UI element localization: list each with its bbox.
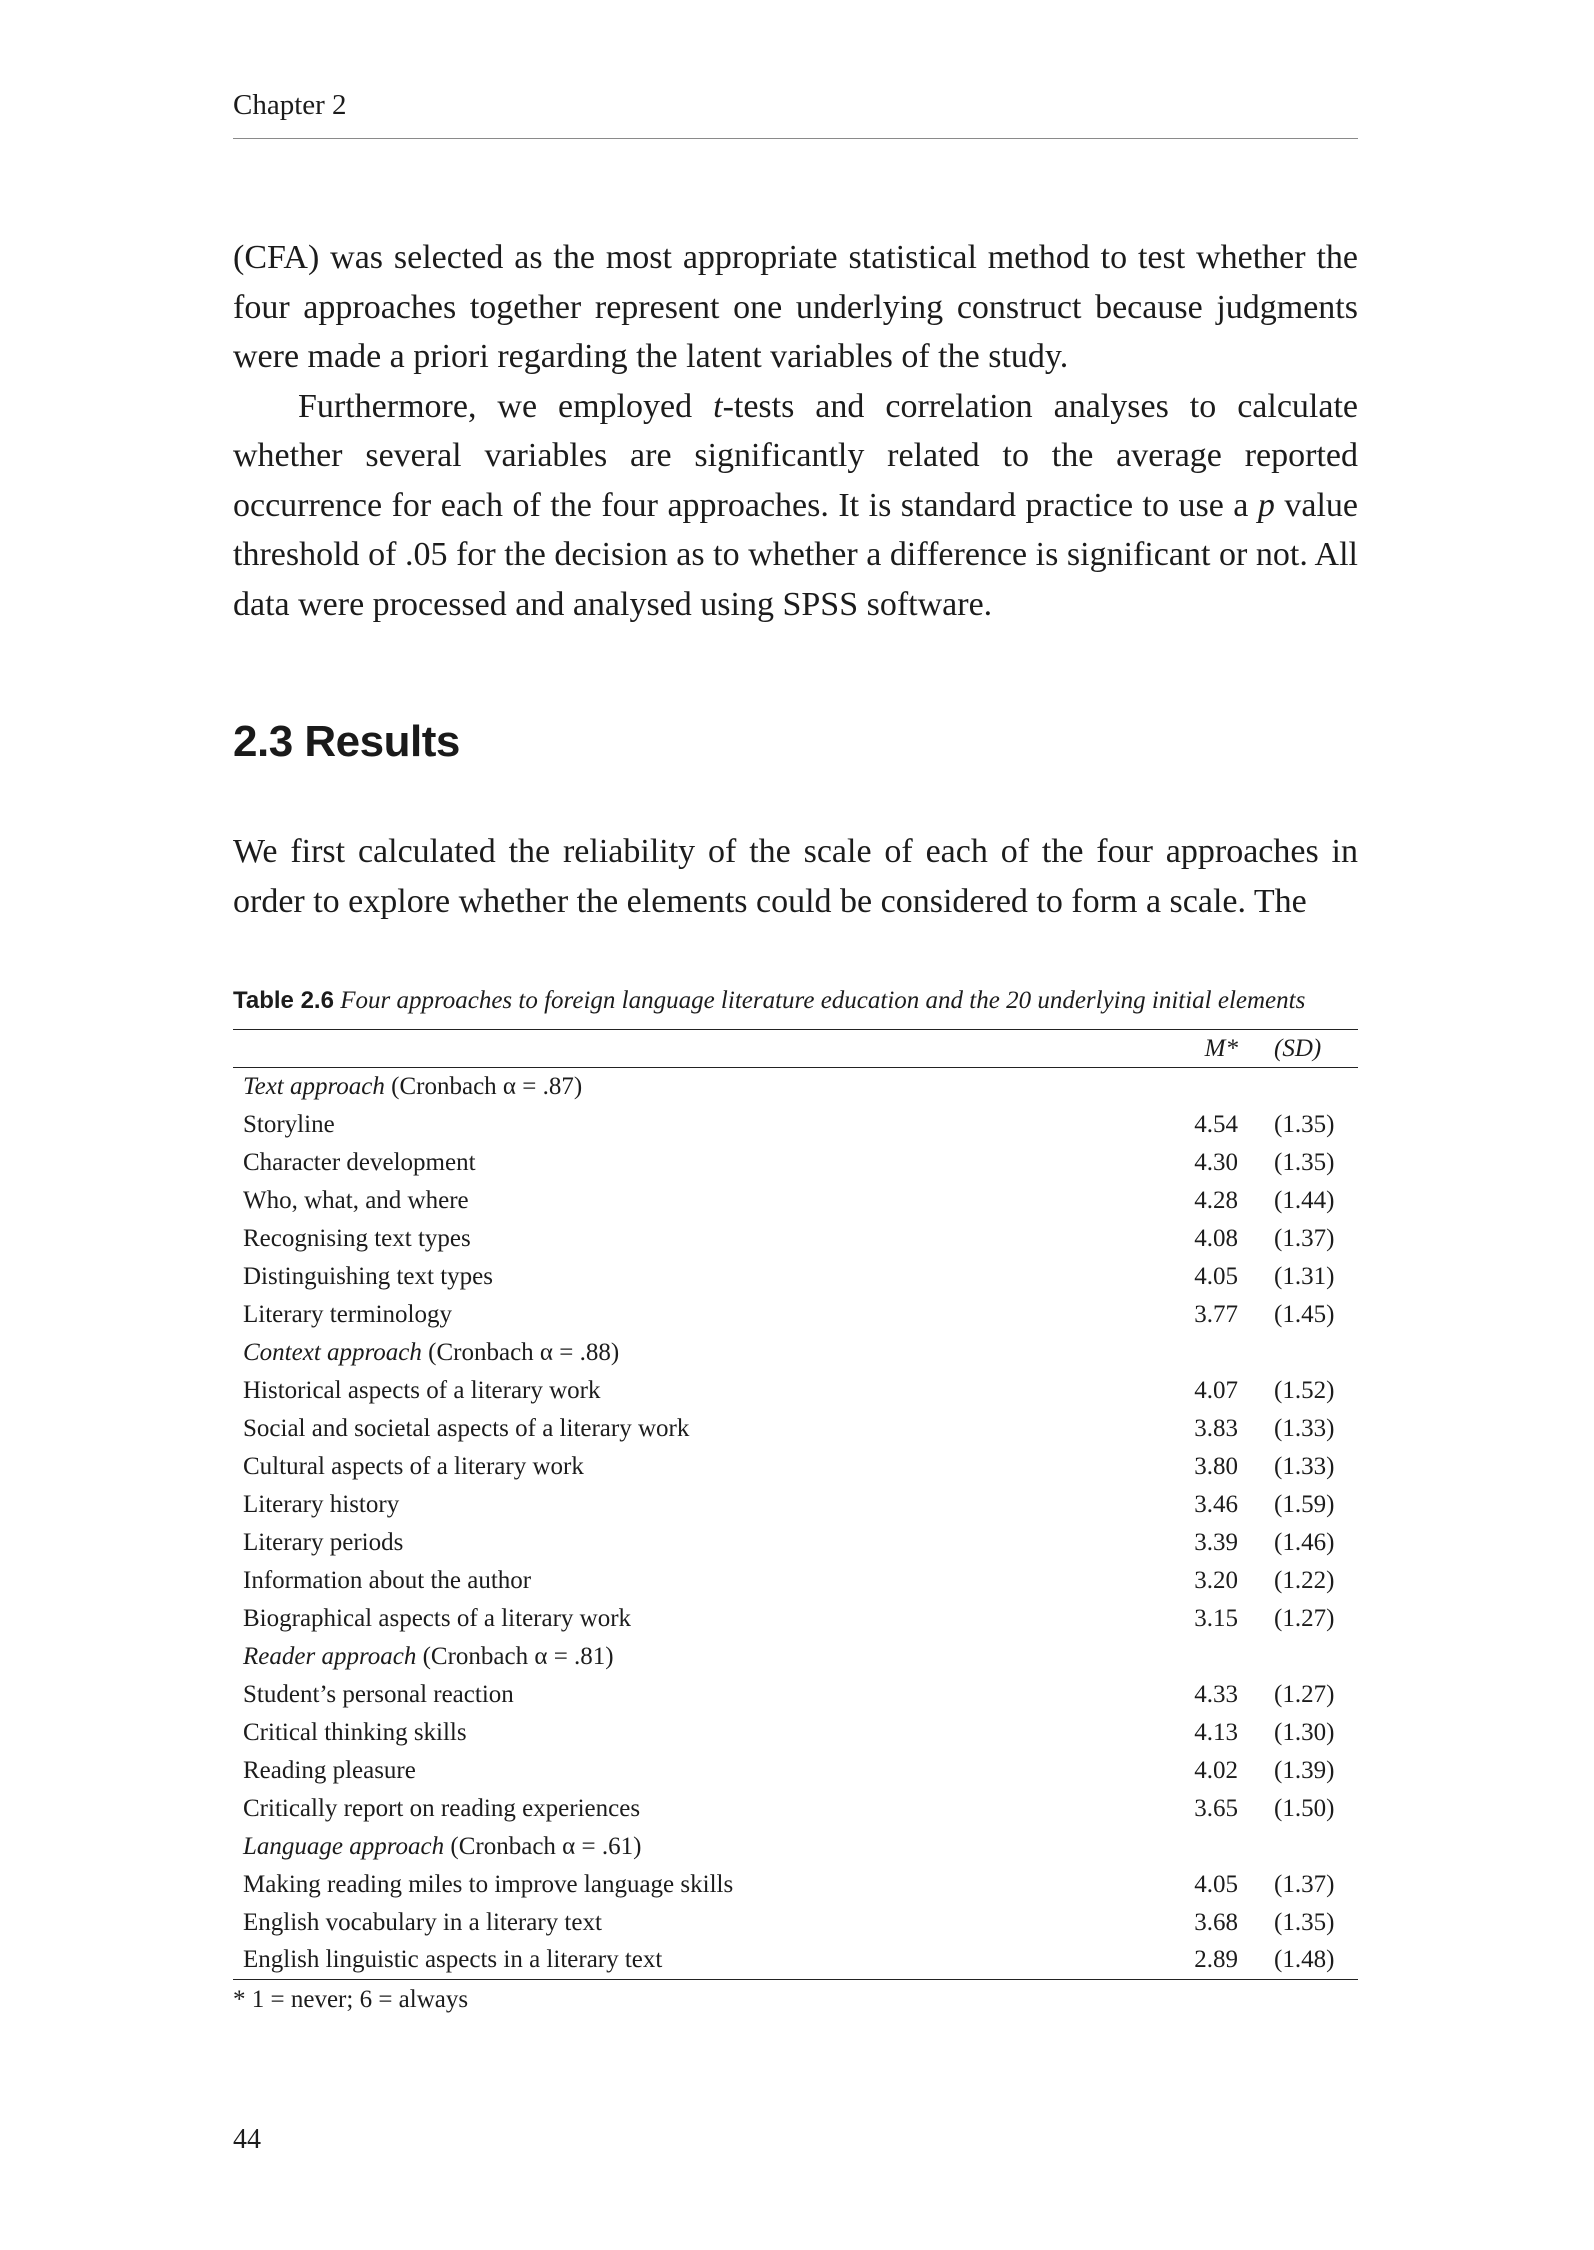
- sd-value: (1.30): [1274, 1718, 1335, 1746]
- mean-value: 4.07: [1194, 1376, 1238, 1404]
- table-row: [233, 1904, 1358, 1942]
- table-row: [233, 1562, 1358, 1600]
- item-label: Making reading miles to improve language skills: [243, 1870, 734, 1898]
- table-group-row: [233, 1638, 1358, 1676]
- mean-value: 4.05: [1194, 1870, 1238, 1898]
- item-label: Student’s personal reaction: [243, 1680, 514, 1708]
- page-number: 44: [233, 2124, 261, 2155]
- item-label: Literary periods: [243, 1528, 404, 1556]
- sd-value: (1.52): [1274, 1376, 1335, 1404]
- sd-value: (1.44): [1274, 1186, 1335, 1214]
- group-reliability: (Cronbach α = .61): [444, 1832, 642, 1860]
- sd-value: (1.27): [1274, 1604, 1335, 1632]
- table-body: [233, 1068, 1358, 1980]
- group-name: Text approach: [243, 1072, 385, 1100]
- table-group-row: [233, 1334, 1358, 1372]
- sd-value: (1.48): [1238, 1942, 1358, 1980]
- empty-cell: [1148, 1828, 1238, 1866]
- table-group-row: [233, 1828, 1358, 1866]
- running-head: Chapter 2: [233, 88, 1358, 139]
- mean-value: 4.54: [1194, 1110, 1238, 1138]
- body-text-lower: [233, 827, 1358, 926]
- paragraph: Furthermore, we employed t-tests and correlation analyses to calculate whether several variables are significantly related to the average reported occurrence for each of the four approaches. It is standard practice to use a p value threshold of .05 for the decision as to whether a difference is significant or not. All data were processed and analysed using SPSS software.: [233, 387, 1358, 623]
- sd-value: (1.35): [1274, 1148, 1335, 1176]
- item-label: English vocabulary in a literary text: [243, 1908, 602, 1936]
- table-row: [233, 1448, 1358, 1486]
- table-row: [233, 1296, 1358, 1334]
- item-label: Literary terminology: [243, 1300, 452, 1328]
- mean-value: 3.15: [1194, 1604, 1238, 1632]
- empty-cell: [1238, 1068, 1358, 1106]
- sd-value: (1.45): [1274, 1300, 1335, 1328]
- header-mean: M*: [1148, 1030, 1238, 1068]
- sd-value: (1.37): [1274, 1870, 1335, 1898]
- group-label: [233, 1638, 1148, 1676]
- table-row: [233, 1524, 1358, 1562]
- table-row: [233, 1372, 1358, 1410]
- sd-value: (1.35): [1274, 1908, 1335, 1936]
- item-label: Critical thinking skills: [243, 1718, 467, 1746]
- mean-value: 3.20: [1194, 1566, 1238, 1594]
- group-label: [233, 1334, 1148, 1372]
- table-row: [233, 1106, 1358, 1144]
- group-reliability: (Cronbach α = .88): [421, 1338, 620, 1366]
- table-row: [233, 1220, 1358, 1258]
- group-name: Language approach: [243, 1832, 445, 1860]
- header-sd: (SD): [1238, 1030, 1358, 1068]
- sd-value: (1.33): [1274, 1452, 1335, 1480]
- group-label: [233, 1828, 1148, 1866]
- item-label: Who, what, and where: [243, 1186, 469, 1214]
- empty-cell: [1238, 1334, 1358, 1372]
- group-reliability: (Cronbach α = .81): [416, 1642, 614, 1670]
- sd-value: (1.37): [1274, 1224, 1335, 1252]
- item-label: Distinguishing text types: [243, 1262, 493, 1290]
- table-row: [233, 1410, 1358, 1448]
- item-label: Cultural aspects of a literary work: [243, 1452, 584, 1480]
- item-label: Storyline: [243, 1110, 335, 1138]
- sd-value: (1.33): [1274, 1414, 1335, 1442]
- mean-value: 3.39: [1194, 1528, 1238, 1556]
- mean-value: 3.77: [1194, 1300, 1238, 1328]
- table-caption-text: Four approaches to foreign language literature education and the 20 underlying initial elements: [340, 987, 1306, 1014]
- table-row: [233, 1486, 1358, 1524]
- empty-cell: [1238, 1638, 1358, 1676]
- item-label: Historical aspects of a literary work: [243, 1376, 601, 1404]
- table-header-row: [233, 1030, 1358, 1068]
- mean-value: 2.89: [1148, 1942, 1238, 1980]
- table-row: [233, 1182, 1358, 1220]
- page-header: [233, 88, 1358, 139]
- mean-value: 4.33: [1194, 1680, 1238, 1708]
- sd-value: (1.31): [1274, 1262, 1335, 1290]
- item-label: Recognising text types: [243, 1224, 471, 1252]
- item-label: Literary history: [243, 1490, 400, 1518]
- group-label: [233, 1068, 1148, 1106]
- empty-cell: [1238, 1828, 1358, 1866]
- table-group-row: [233, 1068, 1358, 1106]
- item-label: English linguistic aspects in a literary text: [233, 1942, 1148, 1980]
- table-row: [233, 1752, 1358, 1790]
- table-row: [233, 1714, 1358, 1752]
- mean-value: 4.13: [1194, 1718, 1238, 1746]
- sd-value: (1.39): [1274, 1756, 1335, 1784]
- body-text-upper: [233, 233, 1358, 629]
- table-row: [233, 1258, 1358, 1296]
- sd-value: (1.50): [1274, 1794, 1335, 1822]
- table-row: [233, 1790, 1358, 1828]
- mean-value: 4.08: [1194, 1224, 1238, 1252]
- table-note: * 1 = never; 6 = always: [233, 1986, 469, 2013]
- table-row: [233, 1866, 1358, 1904]
- item-label: Reading pleasure: [243, 1756, 416, 1784]
- group-reliability: (Cronbach α = .87): [384, 1072, 583, 1100]
- empty-cell: [1148, 1334, 1238, 1372]
- results-table: [233, 1029, 1358, 1980]
- sd-value: (1.46): [1274, 1528, 1335, 1556]
- mean-value: 4.02: [1194, 1756, 1238, 1784]
- sd-value: (1.59): [1274, 1490, 1335, 1518]
- item-label: Character development: [243, 1148, 476, 1176]
- table-row: [233, 1144, 1358, 1182]
- mean-value: 3.80: [1194, 1452, 1238, 1480]
- sd-value: (1.22): [1274, 1566, 1335, 1594]
- item-label: Biographical aspects of a literary work: [243, 1604, 632, 1632]
- table-caption: [233, 985, 1358, 1017]
- section-heading: 2.3 Results: [233, 717, 460, 766]
- sd-value: (1.27): [1274, 1680, 1335, 1708]
- item-label: Information about the author: [243, 1566, 532, 1594]
- group-name: Context approach: [243, 1338, 422, 1366]
- mean-value: 4.05: [1194, 1262, 1238, 1290]
- table-row: [233, 1600, 1358, 1638]
- mean-value: 3.46: [1194, 1490, 1238, 1518]
- item-label: Critically report on reading experiences: [243, 1794, 641, 1822]
- sd-value: (1.35): [1274, 1110, 1335, 1138]
- table-block: [233, 985, 1358, 2016]
- group-name: Reader approach: [243, 1642, 417, 1670]
- table-row: [233, 1942, 1358, 1980]
- paragraph: (CFA) was selected as the most appropriate statistical method to test whether the four approaches together represent one underlying construct because judgments were made a priori regarding the latent variables of the study.: [233, 239, 1358, 375]
- mean-value: 4.30: [1194, 1148, 1238, 1176]
- mean-value: 3.68: [1194, 1908, 1238, 1936]
- empty-cell: [1148, 1068, 1238, 1106]
- empty-cell: [1148, 1638, 1238, 1676]
- table-row: [233, 1676, 1358, 1714]
- paragraph: We first calculated the reliability of the scale of each of the four approaches in order to explore whether the elements could be considered to form a scale. The: [233, 833, 1358, 920]
- header-label-col: [233, 1030, 1148, 1068]
- mean-value: 3.65: [1194, 1794, 1238, 1822]
- table-caption-label: Table 2.6: [233, 987, 334, 1014]
- item-label: Social and societal aspects of a literary work: [243, 1414, 690, 1442]
- mean-value: 3.83: [1194, 1414, 1238, 1442]
- mean-value: 4.28: [1194, 1186, 1238, 1214]
